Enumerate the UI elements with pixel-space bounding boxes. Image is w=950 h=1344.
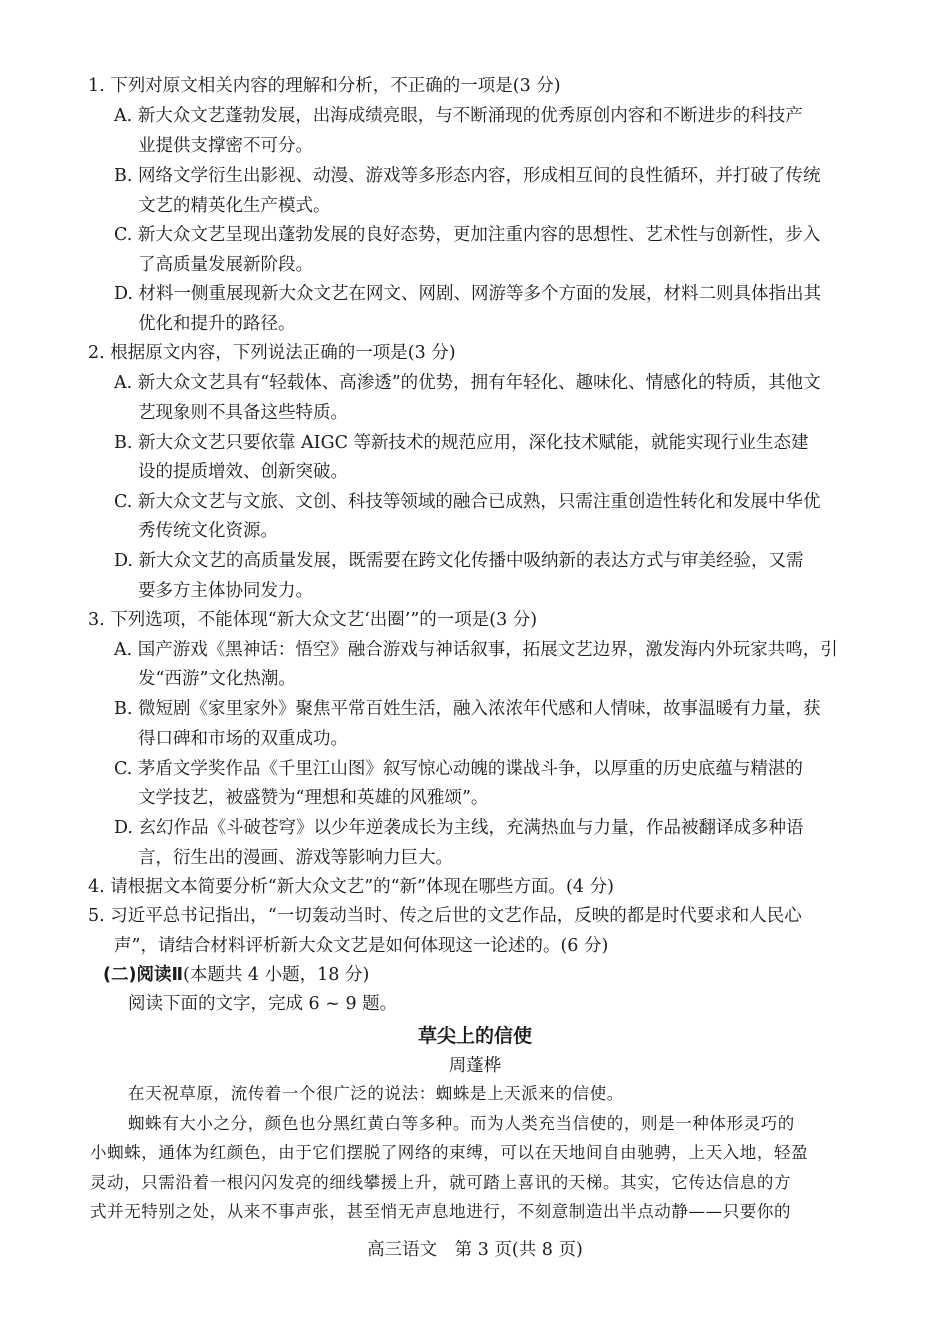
q3-option-c: C. 茅盾文学奖作品《千里江山图》叙写惊心动魄的谍战斗争，以厚重的历史底蕴与精湛的 bbox=[114, 759, 803, 779]
section-heading bbox=[103, 963, 369, 987]
q2-option-c: C. 新大众文艺与文旅、文创、科技等领域的融合已成熟，只需注重创造性转化和发展中华优 bbox=[114, 492, 821, 512]
q1-option-b: B. 网络文学衍生出影视、动漫、游戏等多形态内容，形成相互间的良性循环，并打破了传统 bbox=[114, 166, 821, 186]
q5-stem: 5. 习近平总书记指出，“一切轰动当时、传之后世的文艺作品，反映的都是时代要求和人民心 bbox=[88, 906, 802, 926]
q1-stem: 1. 下列对原文相关内容的理解和分析，不正确的一项是(3 分) bbox=[88, 76, 561, 96]
q2-option-c-cont: 秀传统文化资源。 bbox=[138, 521, 278, 541]
q1-option-d-cont: 优化和提升的路径。 bbox=[138, 314, 296, 334]
q4-stem: 4. 请根据文本简要分析“新大众文艺”的“新”体现在哪些方面。(4 分) bbox=[88, 877, 614, 897]
q2-option-b-cont: 设的提质增效、创新突破。 bbox=[138, 462, 348, 482]
q3-option-a-cont: 发“西游”文化热潮。 bbox=[138, 669, 296, 689]
q3-option-c-cont: 文学技艺，被盛赞为“理想和英雄的风雅颂”。 bbox=[138, 788, 489, 808]
story-paragraph-1: 在天祝草原，流传着一个很广泛的说法：蜘蛛是上天派来的信使。 bbox=[128, 1084, 624, 1103]
q3-option-a: A. 国产游戏《黑神话：悟空》融合游戏与神话叙事，拓展文艺边界，激发海内外玩家共鸣，引 bbox=[114, 640, 838, 660]
story-paragraph-2-line-3: 灵动，只需沿着一根闪闪发亮的细线攀援上升，就可踏上喜讯的天梯。其实，它传达信息的方 bbox=[90, 1173, 792, 1192]
q2-option-d: D. 新大众文艺的高质量发展，既需要在跨文化传播中吸纳新的表达方式与审美经验，又需 bbox=[114, 551, 804, 571]
q3-option-d: D. 玄幻作品《斗破苍穹》以少年逆袭成长为主线，充满热血与力量，作品被翻译成多种语 bbox=[114, 818, 804, 838]
section-heading-note: (本题共 4 小题，18 分) bbox=[183, 965, 370, 985]
q3-option-d-cont: 言，衍生出的漫画、游戏等影响力巨大。 bbox=[138, 848, 453, 868]
q2-option-b: B. 新大众文艺只要依靠 AIGC 等新技术的规范应用，深化技术赋能，就能实现行业生态建 bbox=[114, 433, 809, 453]
section-heading-label: (二)阅读Ⅱ bbox=[103, 965, 184, 985]
q1-option-d: D. 材料一侧重展现新大众文艺在网文、网剧、网游等多个方面的发展，材料二则具体指出其 bbox=[114, 284, 822, 304]
q1-option-a: A. 新大众文艺蓬勃发展，出海成绩亮眼，与不断涌现的优秀原创内容和不断进步的科技产 bbox=[114, 106, 803, 126]
q2-option-d-cont: 要多方主体协同发力。 bbox=[138, 581, 313, 601]
q1-option-c-cont: 了高质量发展新阶段。 bbox=[138, 255, 313, 275]
q2-stem: 2. 根据原文内容，下列说法正确的一项是(3 分) bbox=[88, 343, 456, 363]
q1-option-c: C. 新大众文艺呈现出蓬勃发展的良好态势，更加注重内容的思想性、艺术性与创新性，步入 bbox=[114, 225, 821, 245]
story-paragraph-2: 蜘蛛有大小之分，颜色也分黑红黄白等多种。而为人类充当信使的，则是一种体形灵巧的 bbox=[128, 1114, 795, 1133]
story-title: 草尖上的信使 bbox=[417, 1025, 532, 1047]
q3-stem: 3. 下列选项，不能体现“新大众文艺‘出圈’”的一项是(3 分) bbox=[88, 610, 538, 630]
q3-option-b-cont: 得口碑和市场的双重成功。 bbox=[138, 729, 348, 749]
story-paragraph-2-line-2: 小蜘蛛，通体为红颜色，由于它们摆脱了网络的束缚，可以在天地间自由驰骋，上天入地，轻盈 bbox=[90, 1143, 809, 1162]
q5-stem-cont: 声”，请结合材料评析新大众文艺是如何体现这一论述的。(6 分) bbox=[114, 936, 609, 956]
q1-option-a-cont: 业提供支撑密不可分。 bbox=[138, 136, 313, 156]
section-instruction: 阅读下面的文字，完成 6 ~ 9 题。 bbox=[128, 994, 398, 1014]
story-author: 周蓬桦 bbox=[448, 1056, 502, 1076]
q1-option-b-cont: 文艺的精英化生产模式。 bbox=[138, 196, 331, 216]
q2-option-a-cont: 艺现象则不具备这些特质。 bbox=[138, 403, 348, 423]
page-footer: 高三语文 第 3 页(共 8 页) bbox=[367, 1240, 583, 1260]
q3-option-b: B. 微短剧《家里家外》聚焦平常百姓生活，融入浓浓年代感和人情味，故事温暖有力量，获 bbox=[114, 699, 821, 719]
q2-option-a: A. 新大众文艺具有“轻载体、高渗透”的优势，拥有年轻化、趣味化、情感化的特质，其他文 bbox=[114, 373, 821, 393]
story-paragraph-2-line-4: 式并无特别之处，从来不事声张，甚至悄无声息地进行，不刻意制造出半点动静——只要你的 bbox=[90, 1202, 792, 1221]
